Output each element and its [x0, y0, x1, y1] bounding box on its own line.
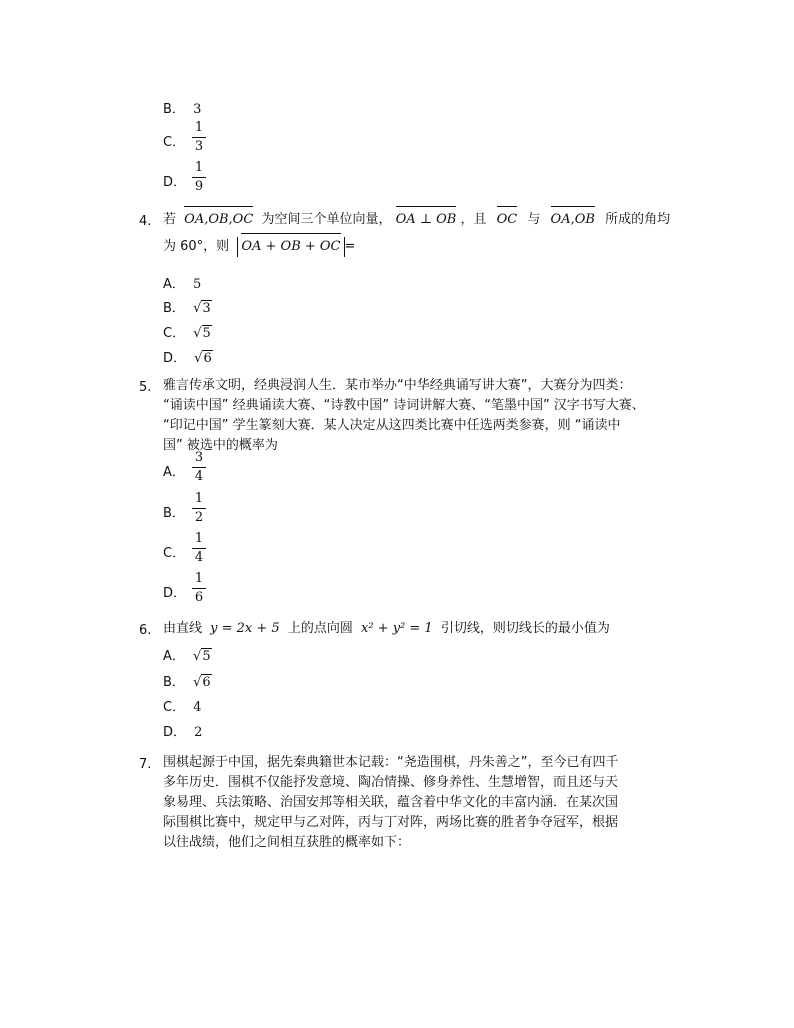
- q4-vec-oa-ob: OA,OB: [551, 210, 595, 230]
- option-letter: C．: [163, 700, 186, 715]
- q4-perp: OA ⊥ OB: [396, 210, 457, 230]
- sqrt-expr: √3: [193, 301, 211, 316]
- q4-option-d: [163, 347, 213, 366]
- q3-option-d-fraction: [192, 161, 206, 194]
- option-letter: D．: [163, 725, 187, 740]
- q5-stem-line: 雅言传承文明，经典浸润人生．某市举办“中华经典诵写讲大赛”，大赛分为四类：: [163, 378, 632, 393]
- option-letter: B．: [163, 675, 185, 690]
- q4-line2-a: 为 60°，则: [163, 239, 230, 254]
- option-letter: C．: [163, 546, 186, 561]
- q4-sum-expr: OA + OB + OC: [241, 237, 340, 257]
- q4-sum-abs: [237, 237, 344, 257]
- numerator: 1: [194, 120, 204, 135]
- radicand: 6: [202, 675, 211, 690]
- q4-part4: 所成的角均: [605, 212, 671, 227]
- sqrt-expr: √6: [193, 675, 211, 690]
- numerator: 1: [194, 160, 204, 175]
- option-letter: D．: [163, 175, 187, 190]
- q5-option-c: [163, 542, 185, 561]
- numerator: 1: [194, 571, 204, 586]
- q5-number: 5.: [139, 380, 152, 395]
- radicand: 6: [203, 351, 212, 366]
- q5-option-d: [163, 582, 186, 601]
- q6-option-c: [163, 696, 202, 715]
- q4-part2: ，且: [460, 212, 487, 227]
- radicand: 5: [202, 326, 211, 341]
- option-letter: B．: [163, 102, 185, 117]
- denominator: 4: [194, 550, 204, 565]
- q5-option-d-fraction: [192, 572, 206, 605]
- denominator: 4: [194, 469, 204, 484]
- q7-number: 7.: [139, 757, 152, 772]
- q7-stem-line: 际围棋比赛中，规定甲与乙对阵，丙与丁对阵，两场比赛的胜者争夺冠军，根据: [163, 815, 619, 830]
- q3-option-b: [163, 98, 201, 117]
- q7-stem-line: 围棋起源于中国，据先秦典籍世本记载：“尧造围棋，丹朱善之”，至今已有四千: [163, 755, 619, 770]
- denominator: 6: [194, 590, 204, 605]
- q4-stem-line2: [163, 237, 355, 257]
- option-value: 4: [193, 700, 202, 715]
- radicand: 5: [202, 649, 211, 664]
- option-letter: B．: [163, 301, 185, 316]
- q6-stem: [163, 619, 610, 639]
- q5-option-a-fraction: [192, 451, 206, 484]
- q6-text-b: 上的点向圆: [287, 621, 353, 636]
- option-letter: D．: [163, 586, 187, 601]
- sqrt-expr: √5: [193, 649, 211, 664]
- q5-stem-line: 国” 被选中的概率为: [163, 438, 278, 453]
- q3-option-c-fraction: [192, 121, 206, 154]
- q6-text-c: 引切线，则切线长的最小值为: [440, 621, 610, 636]
- q4-number: 4.: [139, 214, 152, 229]
- q5-option-c-fraction: [192, 532, 206, 565]
- q4-part1: 为空间三个单位向量，: [261, 212, 392, 227]
- denominator: 3: [194, 139, 204, 154]
- q7-stem-line: 象易理、兵法策略、治国安邦等相关联，蕴含着中华文化的丰富内涵．在某次国: [163, 795, 619, 810]
- q4-stem-line1: [163, 210, 670, 230]
- numerator: 1: [194, 531, 204, 546]
- denominator: 2: [194, 510, 204, 525]
- q5-stem-line: “印记中国” 学生篆刻大赛．某人决定从这四类比赛中任选两类参赛，则 “诵读中: [163, 418, 621, 433]
- q4-vec-oc: OC: [497, 210, 518, 230]
- q5-option-a: [163, 461, 185, 480]
- q6-option-a: [163, 645, 212, 664]
- option-letter: C．: [163, 135, 186, 150]
- q5-stem-line: “诵读中国” 经典诵读大赛、“诗教中国” 诗词讲解大赛、“笔墨中国” 汉字书写大赛、: [163, 398, 645, 413]
- numerator: 3: [194, 450, 204, 465]
- q6-text-a: 由直线: [163, 621, 203, 636]
- q4-option-a: [163, 273, 201, 292]
- q6-circle-eq: x² + y² = 1: [361, 621, 433, 636]
- q6-line-eq: y = 2x + 5: [210, 621, 280, 636]
- option-letter: D．: [163, 351, 187, 366]
- q6-number: 6.: [139, 623, 152, 638]
- option-letter: B．: [163, 506, 185, 521]
- option-value: 3: [193, 102, 202, 117]
- q5-option-b: [163, 502, 185, 521]
- q4-option-c: [163, 322, 212, 341]
- sqrt-expr: √6: [194, 351, 212, 366]
- q6-option-b: [163, 671, 212, 690]
- denominator: 9: [194, 179, 204, 194]
- option-letter: A．: [163, 277, 185, 292]
- radicand: 3: [202, 301, 211, 316]
- q7-stem-line: 以往战绩，他们之间相互获胜的概率如下：: [163, 835, 411, 850]
- sqrt-expr: √5: [193, 326, 211, 341]
- option-letter: A．: [163, 465, 185, 480]
- q6-option-d: [163, 721, 202, 740]
- q4-equals: =: [344, 239, 356, 254]
- option-value: 2: [194, 725, 203, 740]
- q7-stem-line: 多年历史．围棋不仅能抒发意境、陶冶情操、修身养性、生慧增智，而且还与天: [163, 775, 619, 790]
- q4-lead: 若: [163, 212, 177, 227]
- q5-option-b-fraction: [192, 492, 206, 525]
- q3-option-c: [163, 131, 185, 150]
- q4-vectors-triple: OA,OB,OC: [184, 210, 253, 230]
- q4-option-b: [163, 297, 212, 316]
- q4-part3: 与: [527, 212, 541, 227]
- numerator: 1: [194, 491, 204, 506]
- option-letter: A．: [163, 649, 185, 664]
- q3-option-d: [163, 171, 186, 190]
- option-letter: C．: [163, 326, 186, 341]
- option-value: 5: [193, 277, 202, 292]
